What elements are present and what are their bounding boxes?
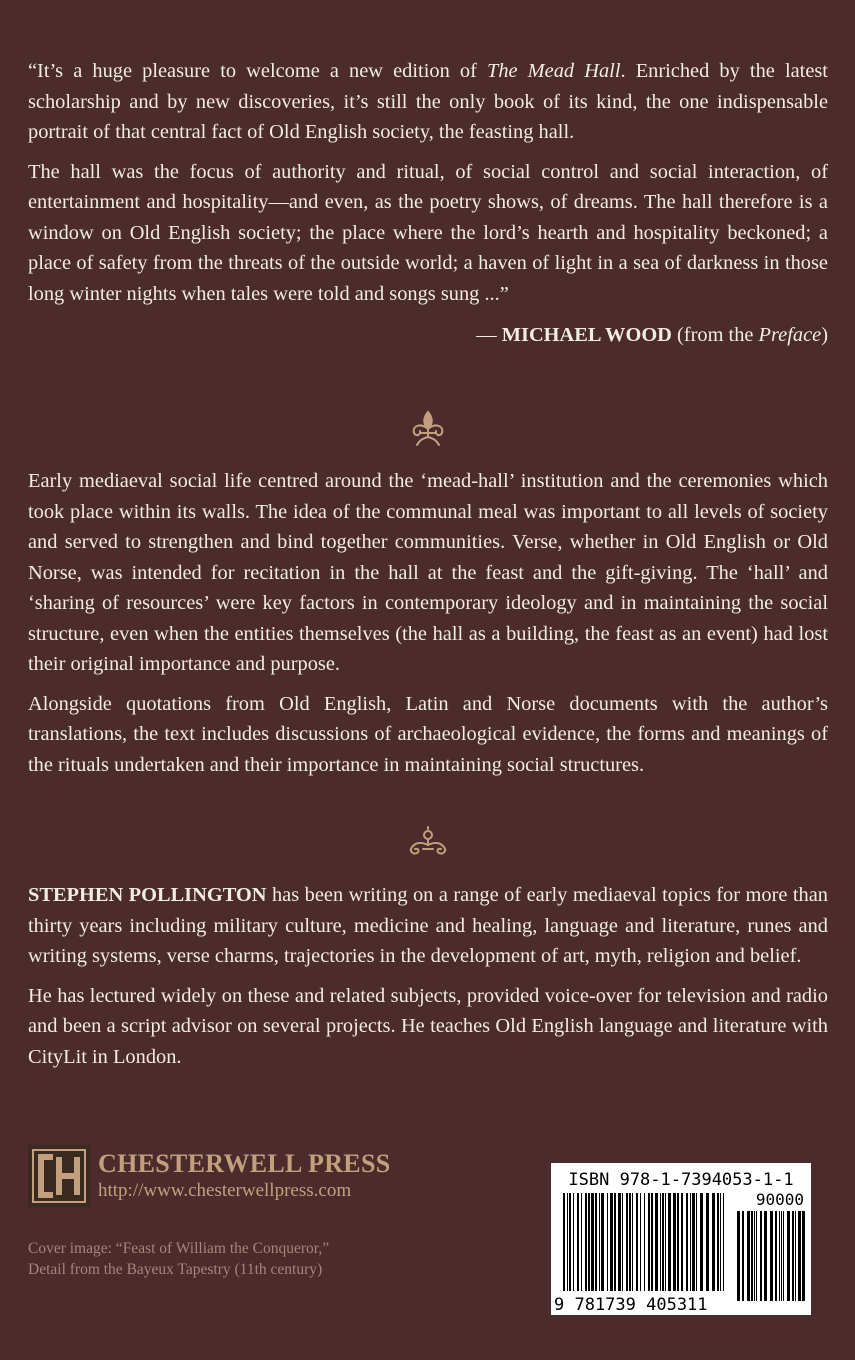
author-name: STEPHEN POLLINGTON xyxy=(28,884,267,906)
book-title: The Mead Hall xyxy=(486,60,621,82)
quote-attribution xyxy=(28,320,828,350)
barcode-bar xyxy=(622,1193,623,1291)
barcode-bar xyxy=(781,1211,782,1301)
barcode-bar xyxy=(563,1193,565,1291)
barcode-bar xyxy=(651,1193,653,1291)
barcode-bar xyxy=(751,1211,753,1301)
cover-credit-line-2: Detail from the Bayeux Tapestry (11th century) xyxy=(28,1261,323,1278)
isbn-barcode xyxy=(551,1163,811,1315)
barcode-bar xyxy=(636,1193,638,1291)
barcode-bar xyxy=(798,1211,801,1301)
quote-paragraph-1 xyxy=(28,56,828,148)
barcode-bar xyxy=(614,1193,616,1291)
cover-image-credit xyxy=(28,1238,329,1280)
barcode-bar xyxy=(599,1193,600,1291)
isbn-text: ISBN 978-1-7394053-1-1 xyxy=(568,1170,794,1190)
barcode-bar xyxy=(585,1193,587,1291)
ean-barcode-bars xyxy=(563,1193,724,1291)
attribution-from: (from the xyxy=(671,324,759,346)
barcode-bar xyxy=(677,1193,679,1291)
attribution-name: MICHAEL WOOD xyxy=(501,324,672,346)
description-paragraph-1: Early mediaeval social life centred around the ‘mead-hall’ institution and the ceremonies which took place within its walls. The idea of the communal meal was important to all levels of society and served to strengthen and bind together communities. Verse, whether in Old English or Old Norse, was intended for recitation in the hall at the feast and the gift-giving. The ‘hall’ and ‘sharing of resources’ were key factors in contemporary ideology and in maintaining the social structure, even when the entities themselves (the hall as a building, the feast as an event) had lost their original importance and purpose. xyxy=(28,470,828,675)
attribution-dash: — xyxy=(476,324,502,346)
price-code: 90000 xyxy=(755,1190,804,1209)
barcode-bar xyxy=(802,1211,805,1301)
barcode-bar xyxy=(665,1193,666,1291)
quote-text-close: . Enriched by the latest scholarship and by new discoveries, it’s still the only book of its kind, the one indispensable portrait of that central fact of Old English society, the feasting hall. xyxy=(28,60,828,143)
barcode-bar xyxy=(783,1211,784,1301)
barcode-bar xyxy=(588,1193,590,1291)
barcode-bar xyxy=(607,1193,608,1291)
description-paragraph-2: Alongside quotations from Old English, Latin and Norse documents with the author’s translations, the text includes discussions of archaeological evidence, the forms and meanings of the rituals undertaken and their importance in maintaining social structures. xyxy=(28,692,828,776)
barcode-bar xyxy=(717,1193,719,1291)
barcode-bar xyxy=(737,1211,740,1301)
author-bio-paragraph-1 xyxy=(28,880,828,972)
cover-credit-line-1: Cover image: “Feast of William the Conqueror,” xyxy=(28,1240,330,1257)
barcode-bar xyxy=(577,1193,579,1291)
barcode-bar xyxy=(655,1193,658,1291)
barcode-bar xyxy=(644,1193,645,1291)
fleur-de-lis-ornament-icon xyxy=(0,408,855,448)
publisher-name: CHESTERWELL PRESS xyxy=(98,1149,391,1178)
barcode-bar xyxy=(747,1211,750,1301)
author-bio xyxy=(28,880,828,1072)
barcode-bar xyxy=(681,1193,683,1291)
barcode-bar xyxy=(569,1193,571,1291)
barcode-bar xyxy=(629,1193,631,1291)
barcode-bar xyxy=(660,1193,661,1291)
attribution-source: Preface xyxy=(758,324,822,346)
author-bio-text: has been writing on a range of early mediaeval topics for more than thirty years including military culture, medicine and healing, language and literature, runes and writing systems, verse charms, trajectories in the development of art, myth, religion and belief. xyxy=(28,884,828,967)
barcode-bar xyxy=(764,1211,767,1301)
barcode-bar xyxy=(573,1193,574,1291)
barcode-bar xyxy=(742,1211,744,1301)
barcode-bar xyxy=(720,1193,721,1291)
barcode-bar xyxy=(692,1193,695,1291)
barcode-bar xyxy=(775,1211,777,1301)
barcode-bar xyxy=(591,1193,594,1291)
barcode-bar xyxy=(567,1193,568,1291)
barcode-bar xyxy=(640,1193,641,1291)
barcode-bar xyxy=(632,1193,633,1291)
barcode-bar xyxy=(662,1193,664,1291)
barcode-bar xyxy=(779,1211,780,1301)
quote-paragraph-2: The hall was the focus of authority and ritual, of social control and social interaction, of entertainment and hospitality—and even, as the poetry shows, of dreams. The hall therefore is a window on Old English society; the place where the lord’s hearth and hospitality beckoned; a place of safety from the threats of the outside world; a haven of light in a sea of darkness in those long winter nights when tales were told and songs sung ...” xyxy=(28,160,828,305)
barcode-bar xyxy=(648,1193,650,1291)
scroll-ornament-icon xyxy=(0,826,855,858)
barcode-bar xyxy=(610,1193,613,1291)
barcode-bar xyxy=(770,1211,773,1301)
quote-text-open: “It’s a huge pleasure to welcome a new edition of xyxy=(28,60,487,82)
barcode-bar xyxy=(795,1211,796,1301)
author-bio-paragraph-2: He has lectured widely on these and related subjects, provided voice-over for television and radio and been a script advisor on several projects. He teaches Old English language and literature with CityLit in London. xyxy=(28,984,828,1068)
addon-barcode-bars xyxy=(737,1211,805,1301)
barcode-bar xyxy=(723,1193,724,1291)
barcode-bar xyxy=(581,1193,582,1291)
barcode-bar xyxy=(792,1211,794,1301)
barcode-bar xyxy=(673,1193,676,1291)
attribution-close: ) xyxy=(821,324,828,346)
ean-digits: 9 781739 405311 xyxy=(554,1295,708,1315)
barcode-bar xyxy=(601,1193,604,1291)
barcode-bar xyxy=(712,1193,715,1291)
barcode-bar xyxy=(700,1193,703,1291)
barcode-bar xyxy=(690,1193,691,1291)
barcode-bar xyxy=(686,1193,688,1291)
publisher-imprint xyxy=(28,1145,390,1207)
barcode-bar xyxy=(756,1211,757,1301)
book-description xyxy=(28,466,828,780)
chesterwell-logo-icon xyxy=(28,1145,90,1207)
praise-quote xyxy=(28,56,828,350)
barcode-bar xyxy=(668,1193,671,1291)
barcode-bar xyxy=(618,1193,621,1291)
barcode-bar xyxy=(706,1193,709,1291)
barcode-bar xyxy=(760,1211,762,1301)
barcode-bar xyxy=(696,1193,697,1291)
publisher-url: http://www.chesterwellpress.com xyxy=(98,1180,352,1201)
barcode-bar xyxy=(787,1211,790,1301)
barcode-bar xyxy=(595,1193,597,1291)
barcode-bar xyxy=(626,1193,628,1291)
barcode-bar xyxy=(754,1211,755,1301)
